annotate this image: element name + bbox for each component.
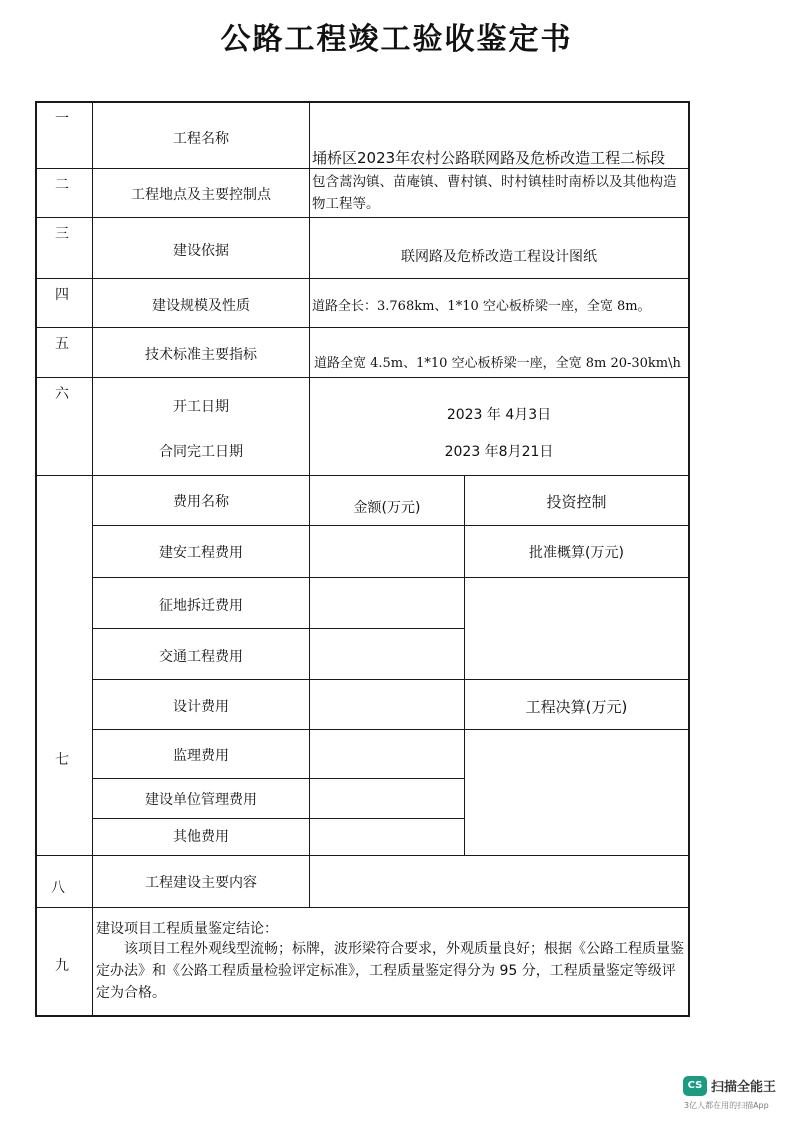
main-content-label: 工程建设主要内容 bbox=[145, 875, 257, 891]
cost-item: 建设单位管理费用 bbox=[145, 792, 257, 808]
standard-value: 道路全宽 4.5m、1*10 空心板桥梁一座，全宽 8m 20-30km\h bbox=[314, 356, 681, 371]
column-divider bbox=[464, 475, 465, 855]
standard-label: 技术标准主要指标 bbox=[145, 347, 257, 363]
cost-name-header: 费用名称 bbox=[173, 494, 229, 510]
row-number: 七 bbox=[55, 752, 69, 768]
amount-header: 金额(万元) bbox=[353, 500, 421, 516]
quality-conclusion-body: 该项目工程外观线型流畅；标牌，波形梁符合要求，外观质量良好；根据《公路工程质量鉴定办法》和《公路工程质量检验评定标准》，工程质量鉴定得分为 95 分，工程质量鉴定等级评定为合格。 bbox=[96, 941, 684, 1001]
final-account-label: 工程决算(万元) bbox=[525, 698, 628, 716]
cell-separator bbox=[92, 577, 690, 578]
row-number: 八 bbox=[51, 880, 65, 896]
project-name-label: 工程名称 bbox=[173, 131, 229, 147]
start-date-label: 开工日期 bbox=[173, 399, 229, 415]
column-divider bbox=[92, 907, 93, 1016]
cell-separator bbox=[92, 628, 464, 629]
row-separator bbox=[35, 907, 690, 908]
watermark-tagline: 3亿人都在用的扫描App bbox=[684, 1101, 769, 1110]
table-border bbox=[688, 101, 690, 1017]
row-number: 三 bbox=[55, 226, 69, 242]
cost-item: 征地拆迁费用 bbox=[159, 598, 243, 614]
row-separator bbox=[35, 217, 690, 218]
row-separator bbox=[35, 327, 690, 328]
row-number: 二 bbox=[55, 177, 69, 193]
row-number: 五 bbox=[55, 336, 69, 352]
completion-date-label: 合同完工日期 bbox=[159, 444, 243, 460]
row-separator bbox=[35, 377, 690, 378]
basis-value: 联网路及危桥改造工程设计图纸 bbox=[401, 249, 597, 265]
cell-separator bbox=[92, 818, 464, 819]
cell-separator bbox=[92, 525, 690, 526]
location-value: 包含蒿沟镇、苗庵镇、曹村镇、时村镇桂时南桥以及其他构造物工程等。 bbox=[312, 174, 677, 212]
document-title: 公路工程竣工验收鉴定书 bbox=[220, 22, 573, 57]
table-border bbox=[35, 101, 37, 1017]
project-name-value: 埇桥区2023年农村公路联网路及危桥改造工程二标段 bbox=[312, 149, 666, 167]
investment-control-header: 投资控制 bbox=[546, 493, 607, 511]
row-separator bbox=[35, 168, 690, 169]
scale-label: 建设规模及性质 bbox=[152, 298, 250, 314]
row-number: 六 bbox=[55, 386, 69, 402]
cost-item: 设计费用 bbox=[173, 699, 229, 715]
watermark-name: 扫描全能王 bbox=[711, 1080, 777, 1095]
approved-budget-label: 批准概算(万元) bbox=[529, 545, 624, 561]
row-number: 九 bbox=[55, 958, 69, 974]
row-separator bbox=[35, 278, 690, 279]
cost-item: 交通工程费用 bbox=[159, 649, 243, 665]
start-date-value: 2023 年 4月3日 bbox=[446, 407, 552, 423]
cost-item: 监理费用 bbox=[173, 748, 229, 764]
table-border bbox=[35, 1015, 690, 1017]
row-number: 四 bbox=[55, 287, 69, 303]
quality-conclusion-heading: 建设项目工程质量鉴定结论： bbox=[96, 921, 278, 937]
cost-item: 建安工程费用 bbox=[159, 545, 243, 561]
row-separator bbox=[35, 855, 690, 856]
completion-date-value: 2023 年8月21日 bbox=[444, 444, 554, 460]
scale-value: 道路全长：3.768km、1*10 空心板桥梁一座，全宽 8m。 bbox=[312, 299, 651, 314]
cell-separator bbox=[92, 729, 690, 730]
location-label: 工程地点及主要控制点 bbox=[131, 187, 271, 203]
cell-separator bbox=[92, 778, 464, 779]
basis-label: 建设依据 bbox=[173, 243, 229, 259]
camscanner-logo-icon: CS bbox=[683, 1076, 707, 1096]
cell-separator bbox=[92, 679, 690, 680]
table-border bbox=[35, 101, 690, 103]
cost-item: 其他费用 bbox=[173, 829, 229, 845]
row-separator bbox=[35, 475, 690, 476]
row-number: 一 bbox=[55, 111, 69, 127]
